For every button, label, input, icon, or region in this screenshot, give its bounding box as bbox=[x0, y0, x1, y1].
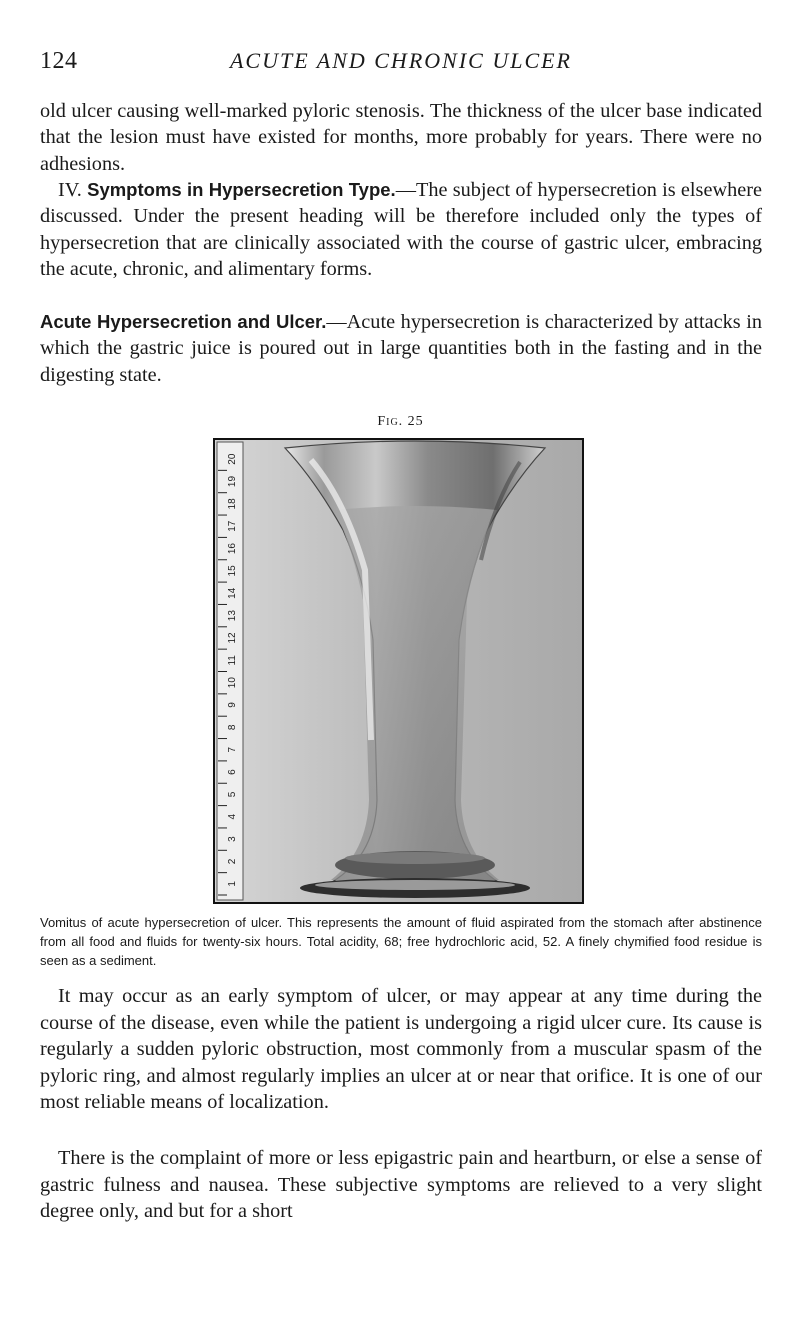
ruler-tick-label: 2 bbox=[227, 858, 238, 865]
paragraph-complaint: There is the complaint of more or less epigastric pain and heartburn, or else a sense of gastric fulness and nausea. These subjective symptoms are relieved to a very slight degree only, and but for a short bbox=[40, 1147, 762, 1223]
page-number: 124 bbox=[40, 48, 78, 74]
ruler-tick-label: 6 bbox=[227, 769, 238, 775]
ruler-tick-label: 13 bbox=[227, 610, 238, 622]
ruler-tick-label: 14 bbox=[227, 587, 238, 599]
ruler-tick-label: 12 bbox=[227, 632, 238, 644]
section-heading: Symptoms in Hypersecretion Type. bbox=[87, 179, 396, 200]
glass-photo bbox=[215, 440, 582, 902]
section-body: —The subject of hypersecretion is elsewhere discussed. Under the present heading will be therefore included only the types of hypersecretion that are clinically associated with the course of gastric ulcer, embracing the acute, chronic, and alimentary forms. bbox=[40, 179, 763, 281]
subsection-body: —Acute hypersecretion is characterized by attacks in which the gastric juice is poured out in large quantities both in the fasting and in the digesting state. bbox=[40, 311, 762, 386]
ruler-tick-label: 3 bbox=[227, 836, 238, 842]
ruler-tick-label: 7 bbox=[227, 746, 238, 753]
subsection-heading: Acute Hypersecretion and Ulcer. bbox=[40, 311, 327, 332]
ruler-tick-label: 20 bbox=[227, 453, 238, 465]
ruler-tick-label: 5 bbox=[227, 791, 238, 798]
figure-caption: Vomitus of acute hypersecretion of ulcer. This represents the amount of fluid aspirated from the stomach after abstinence from all food and fluids for twenty-six hours. Total acidity, 68; free hydrochloric acid, 52. A finely chymified food residue is seen as a sediment. bbox=[40, 915, 762, 968]
ruler-tick-label: 19 bbox=[227, 475, 238, 488]
ruler-tick-label: 15 bbox=[227, 565, 238, 577]
paragraph-stenosis: old ulcer causing well-marked pyloric stenosis. The thickness of the ulcer base indicated that the lesion must have existed for months, more probably for years. There were no adhesions. bbox=[40, 100, 762, 175]
paragraph-hypersecretion-type bbox=[40, 177, 762, 283]
paragraph-acute-hypersecretion bbox=[40, 309, 762, 388]
figure-photo bbox=[213, 438, 584, 904]
page-header bbox=[40, 48, 762, 78]
ruler-tick-label: 11 bbox=[227, 655, 238, 666]
running-head: ACUTE AND CHRONIC ULCER bbox=[229, 48, 572, 73]
figure-label: Fig. 25 bbox=[377, 414, 424, 429]
ruler-tick-label: 16 bbox=[227, 543, 238, 555]
ruler-tick-label: 9 bbox=[227, 702, 238, 708]
ruler-tick-label: 8 bbox=[227, 724, 238, 731]
ruler-tick-label: 10 bbox=[227, 677, 238, 689]
ruler-tick-label: 18 bbox=[227, 498, 238, 510]
section-numeral: IV. bbox=[58, 179, 82, 201]
ruler-tick-label: 1 bbox=[227, 881, 238, 887]
paragraph-early-symptom: It may occur as an early symptom of ulcer, or may appear at any time during the course of the disease, even while the patient is undergoing a rigid ulcer cure. Its cause is regularly a sudden pyloric obstruction, most commonly from a muscular spasm of the pyloric ring, and almost regularly implies an ulcer at or near that orifice. It is one of our most reliable means of localization. bbox=[40, 985, 762, 1114]
ruler-tick-label: 17 bbox=[227, 520, 238, 532]
ruler-tick-label: 4 bbox=[227, 813, 238, 820]
